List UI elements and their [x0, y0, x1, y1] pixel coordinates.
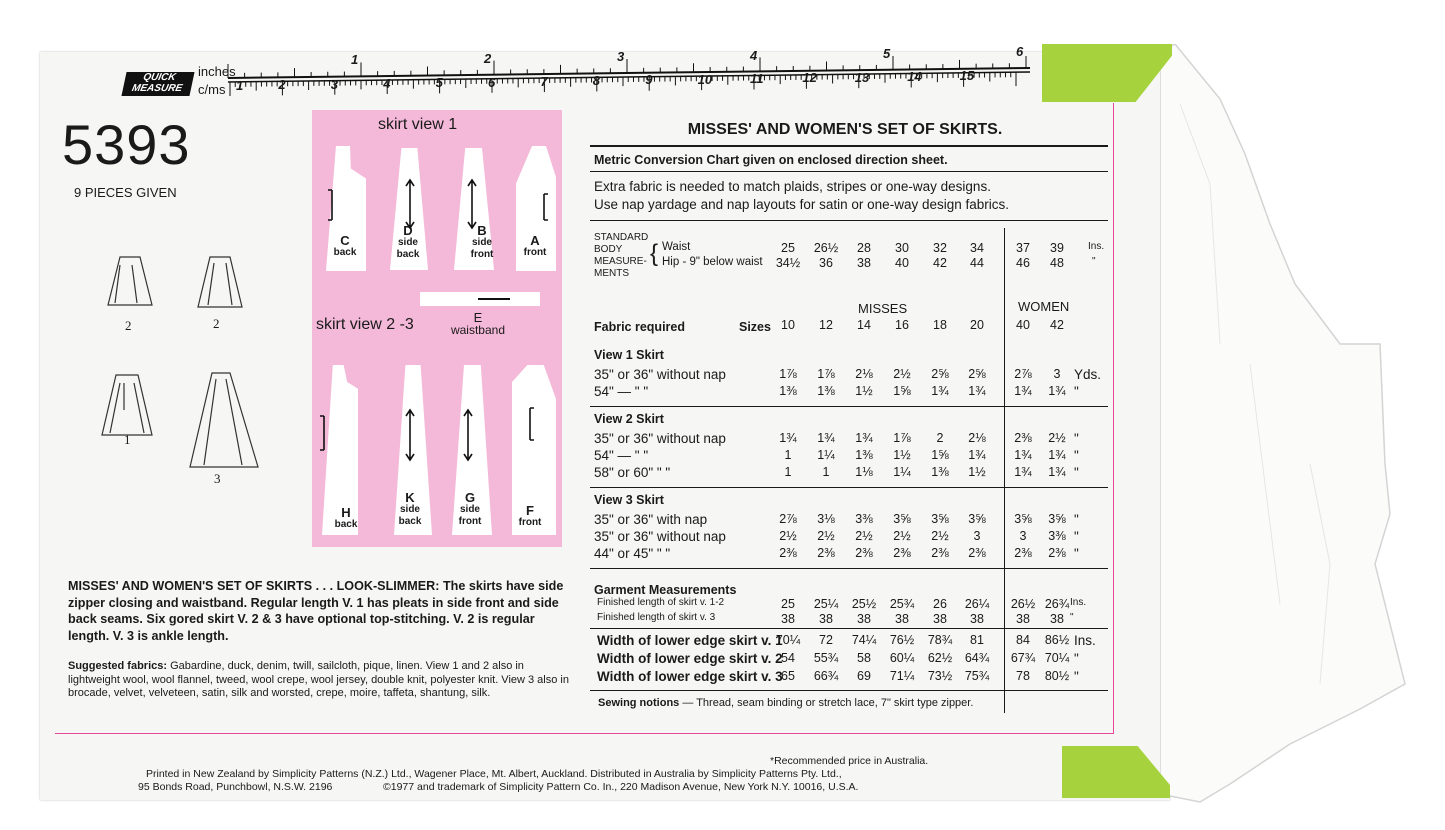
unit: ": [1074, 448, 1079, 463]
unit: ": [1074, 651, 1079, 666]
finished-length-value: 38: [895, 612, 909, 626]
width-value: 86½: [1044, 633, 1070, 647]
unit: Ins.: [1070, 597, 1087, 608]
brace: {: [650, 240, 659, 267]
ruler-cm-number: 6: [488, 74, 496, 90]
address-note: 95 Bonds Road, Punchbowl, N.S.W. 2196: [138, 781, 333, 793]
fabric-value: 2⅜: [855, 546, 873, 560]
waist-value: 25: [781, 241, 795, 255]
ruler-cm-number: 11: [750, 71, 764, 86]
view-title: View 3 Skirt: [594, 493, 664, 507]
divider: [590, 220, 1108, 221]
divider: [590, 690, 1108, 691]
finished-length-value: 26½: [1010, 597, 1036, 611]
view-sketches: [90, 245, 290, 475]
ruler-inch-number: 3: [617, 49, 625, 65]
skirt-description: MISSES' AND WOMEN'S SET OF SKIRTS . . . LOOK-SLIMMER: The skirts have side zipper closing and waistband. Regular length V. 1 has pleats in side front and side back seams. Six gored skirt V. 2 & 3 have optional top-stitching. V. 2 is regular length. V. 3 is ankle length.: [68, 579, 564, 643]
width-value: 54: [781, 651, 795, 665]
finished-length-label: Finished length of skirt v. 3: [597, 612, 716, 623]
width-value: 70¼: [1044, 651, 1070, 665]
printer-note: Printed in New Zealand by Simplicity Patterns (N.Z.) Ltd., Wagener Place, Mt. Albert, Auckland. Distributed in Australia by Simplicity Patterns Pty. Ltd.,: [146, 768, 842, 780]
fabric-value: 1¾: [1014, 384, 1032, 398]
fabric-value: 1¾: [855, 431, 873, 445]
fabric-value: 1⅜: [817, 384, 835, 398]
fabric-value: 1⅞: [817, 367, 835, 381]
fabric-value: 1½: [855, 384, 873, 398]
width-value: 84: [1016, 633, 1030, 647]
view-number: 2: [213, 316, 220, 331]
ruler-cm-number: 3: [330, 76, 339, 92]
fabric-value: 1¾: [1048, 465, 1066, 479]
fabric-value: 1¾: [931, 384, 949, 398]
fabric-value: 3: [973, 529, 981, 543]
fabric-value: 2⅜: [1014, 546, 1032, 560]
unit: ": [1074, 669, 1079, 684]
fabric-value: 2⅛: [968, 431, 986, 445]
fabric-value: 3⅛: [817, 512, 835, 526]
ruler-inch-number: 1: [351, 52, 359, 68]
suggested-fabrics: Suggested fabrics: Gabardine, duck, denim, twill, sailcloth, pique, linen. View 1 and 2 also in lightweight wool, wool flannel, tweed, wool crepe, wool jersey, double knit, polyester knit. View 3 also in brocade, velvet, velveteen, satin, silk and worsted, crepe, moire, taffeta, shantung, silk.: [68, 660, 569, 699]
hip-value: 46: [1016, 256, 1030, 270]
ruler-cm-number: 8: [592, 73, 601, 89]
finished-length-value: 25¼: [813, 597, 839, 611]
fabric-row-label: 54" — " ": [594, 448, 649, 463]
fabric-value: 2⅞: [1014, 367, 1032, 381]
fabric-row-label: 54" — " ": [594, 384, 649, 399]
quick-measure-ruler: [110, 44, 1040, 102]
width-value: 58: [857, 651, 871, 665]
ruler-cm-number: 10: [697, 71, 713, 87]
fabric-value: 2½: [1048, 431, 1066, 445]
sketch-view-2b: [198, 257, 242, 307]
divider: [590, 406, 1108, 407]
size-value: 20: [970, 318, 984, 332]
garment-measurements-title: Garment Measurements: [594, 583, 737, 597]
hip-value: 42: [933, 256, 947, 270]
view-number: 1: [124, 432, 131, 447]
size-value: 12: [819, 318, 833, 332]
fabric-required-label: Fabric required: [594, 320, 685, 334]
ruler-cm-number: 13: [854, 69, 870, 85]
hip-value: 38: [857, 256, 871, 270]
fabric-value: 2⅝: [968, 367, 986, 381]
fabric-row-label: 35" or 36" without nap: [594, 431, 726, 446]
fabric-value: 2⅜: [1048, 546, 1066, 560]
size-value: 42: [1050, 318, 1064, 332]
unit: Ins.: [1088, 241, 1105, 252]
waist-value: 32: [933, 241, 947, 255]
waist-value: 39: [1050, 241, 1064, 255]
ruler-cm-number: 2: [278, 77, 286, 93]
width-value: 67¾: [1010, 651, 1036, 665]
size-value: 14: [857, 318, 871, 332]
width-value: 64¾: [964, 651, 990, 665]
width-value: 66¾: [813, 669, 839, 683]
fabric-value: 1⅝: [931, 448, 949, 462]
fabric-value: 2½: [779, 529, 797, 543]
finished-length-value: 38: [970, 612, 984, 626]
unit: ": [1074, 512, 1079, 527]
view-title: View 1 Skirt: [594, 348, 664, 362]
fabric-value: 3⅝: [931, 512, 949, 526]
fabric-value: 2⅛: [855, 367, 873, 381]
piece-label: E waistband: [450, 310, 506, 337]
fabric-value: 2⅜: [931, 546, 949, 560]
waist-value: 26½: [813, 241, 839, 255]
unit: Yds.: [1074, 367, 1102, 382]
women-heading: WOMEN: [1018, 299, 1070, 314]
fabric-row-label: 35" or 36" without nap: [594, 529, 726, 544]
unit: ": [1070, 612, 1074, 623]
fabric-value: 1: [784, 448, 792, 462]
sewing-notions: Sewing notions — Thread, seam binding or stretch lace, 7" skirt type zipper.: [598, 697, 974, 709]
fabric-value: 1½: [893, 448, 911, 462]
waist-value: 37: [1016, 241, 1030, 255]
width-label: Width of lower edge skirt v. 3: [597, 669, 783, 684]
piece-label: F front: [518, 503, 542, 528]
fabric-value: 1¾: [1014, 465, 1032, 479]
copyright-note: ©1977 and trademark of Simplicity Pattern Co. In., 220 Madison Avenue, New York N.Y. 10016, U.S.A.: [383, 781, 859, 793]
ruler-inch-number: 5: [883, 46, 891, 61]
finished-length-label: Finished length of skirt v. 1-2: [597, 597, 725, 608]
size-value: 18: [933, 318, 947, 332]
view-number: 3: [214, 471, 221, 486]
unit: ": [1074, 529, 1079, 544]
fabric-value: 3⅜: [1048, 529, 1066, 543]
sketch-view-1: [102, 375, 152, 435]
piece-label: H back: [334, 505, 358, 530]
ruler-inch-number: 4: [750, 47, 758, 63]
finished-length-value: 26¾: [1044, 597, 1070, 611]
unit: ": [1092, 256, 1096, 267]
unit: Ins.: [1074, 633, 1096, 648]
fabric-value: 1½: [968, 465, 986, 479]
extra-fabric-note: Extra fabric is needed to match plaids, stripes or one-way designs.: [594, 179, 991, 194]
fabric-value: 2⅜: [893, 546, 911, 560]
width-value: 80½: [1044, 669, 1070, 683]
fabric-value: 3⅜: [855, 512, 873, 526]
fabric-value: 1⅝: [893, 384, 911, 398]
unit: ": [1074, 431, 1079, 446]
finished-length-value: 25¾: [889, 597, 915, 611]
hip-value: 34½: [775, 256, 801, 270]
envelope-flap: [1160, 44, 1410, 804]
fabric-value: 1⅜: [855, 448, 873, 462]
view23-header: skirt view 2 -3: [316, 316, 414, 333]
finished-length-value: 26¼: [964, 597, 990, 611]
hip-value: 48: [1050, 256, 1064, 270]
fabric-value: 2⅜: [1014, 431, 1032, 445]
finished-length-value: 38: [819, 612, 833, 626]
size-value: 10: [781, 318, 795, 332]
fabric-value: 1¾: [1014, 448, 1032, 462]
ruler-inches-label: inches: [198, 64, 236, 79]
grainline-arrows: [312, 110, 562, 547]
sizes-label: Sizes: [739, 320, 771, 334]
ruler-cm-number: 1: [236, 78, 244, 93]
pieces-given: 9 PIECES GIVEN: [74, 185, 177, 200]
fabric-value: 2½: [855, 529, 873, 543]
fabric-value: 1¾: [1048, 384, 1066, 398]
waist-label: Waist: [662, 241, 691, 253]
width-value: 78¾: [927, 633, 953, 647]
width-value: 62½: [927, 651, 953, 665]
ruler-cm-number: 12: [802, 70, 817, 86]
divider: [590, 171, 1108, 172]
width-value: 75¾: [964, 669, 990, 683]
nap-note: Use nap yardage and nap layouts for satin or one-way design fabrics.: [594, 197, 1009, 212]
ruler-logo: QUICK MEASURE: [121, 72, 194, 96]
size-value: 16: [895, 318, 909, 332]
metric-note: Metric Conversion Chart given on enclosed direction sheet.: [594, 153, 948, 167]
sketch-view-3: [190, 373, 258, 467]
ruler-cm-number: 5: [435, 75, 443, 91]
pattern-pieces-diagram: [312, 110, 562, 547]
ruler-inch-number: 2: [484, 50, 492, 66]
hip-value: 40: [895, 256, 909, 270]
piece-label: A front: [523, 233, 547, 258]
size-value: 40: [1016, 318, 1030, 332]
fabric-value: 2½: [931, 529, 949, 543]
fabric-value: 1⅛: [855, 465, 873, 479]
piece-label: D side back: [396, 223, 420, 260]
fabric-row-label: 44" or 45" " ": [594, 546, 671, 561]
sketch-view-2a: [108, 257, 152, 305]
hip-label: Hip - 9" below waist: [662, 256, 763, 268]
ruler-cm-label: c/ms: [198, 82, 226, 97]
width-label: Width of lower edge skirt v. 1: [597, 633, 783, 648]
pattern-number: 5393: [62, 113, 191, 176]
divider: [590, 487, 1108, 488]
chart-title: MISSES' AND WOMEN'S SET OF SKIRTS.: [687, 121, 1003, 138]
width-value: 60¼: [889, 651, 915, 665]
piece-label: B side front: [470, 223, 494, 260]
fabric-row-label: 35" or 36" without nap: [594, 367, 726, 382]
fabric-value: 3⅝: [893, 512, 911, 526]
finished-length-value: 25½: [851, 597, 877, 611]
width-value: 78: [1016, 669, 1030, 683]
ruler-cm-number: 9: [645, 72, 653, 88]
fabric-value: 1⅜: [779, 384, 797, 398]
divider: [590, 145, 1108, 147]
waist-value: 30: [895, 241, 909, 255]
width-value: 81: [970, 633, 984, 647]
view-number: 2: [125, 318, 132, 333]
piece-label: G side front: [458, 490, 482, 527]
waistband-grainline: [478, 298, 510, 300]
fabric-value: 2⅜: [817, 546, 835, 560]
finished-length-value: 38: [1016, 612, 1030, 626]
fabric-value: 1¾: [779, 431, 797, 445]
width-value: 74¼: [851, 633, 877, 647]
divider: [590, 568, 1108, 569]
fabric-value: 1¼: [817, 448, 835, 462]
fabric-value: 2⅝: [931, 367, 949, 381]
fabric-value: 1: [822, 465, 830, 479]
fabric-value: 1¼: [893, 465, 911, 479]
fabric-value: 3⅝: [968, 512, 986, 526]
unit: ": [1074, 384, 1079, 399]
women-divider: [1004, 228, 1005, 713]
width-value: 72: [819, 633, 833, 647]
unit: ": [1074, 465, 1079, 480]
fabric-row-label: 58" or 60" " ": [594, 465, 671, 480]
waist-value: 34: [970, 241, 984, 255]
ruler-ticks: [110, 56, 1040, 102]
finished-length-value: 25: [781, 597, 795, 611]
fabric-value: 2: [936, 431, 944, 445]
fabric-value: 2½: [893, 367, 911, 381]
fabric-value: 1⅞: [893, 431, 911, 445]
price-note: *Recommended price in Australia.: [770, 755, 929, 767]
finished-length-value: 38: [1050, 612, 1064, 626]
fabric-row-label: 35" or 36" with nap: [594, 512, 708, 527]
fabric-value: 2⅜: [779, 546, 797, 560]
fabric-value: 1¾: [1048, 448, 1066, 462]
piece-label: K side back: [398, 490, 422, 527]
width-value: 69: [857, 669, 871, 683]
ruler-inch-number: 6: [1016, 44, 1024, 60]
piece-label: C back: [333, 233, 357, 258]
hip-value: 36: [819, 256, 833, 270]
width-value: 65: [781, 669, 795, 683]
width-value: 70¼: [775, 633, 801, 647]
fabric-value: 2½: [893, 529, 911, 543]
width-value: 76½: [889, 633, 915, 647]
finished-length-value: 38: [781, 612, 795, 626]
fabric-value: 1⅜: [931, 465, 949, 479]
fabric-value: 1¾: [817, 431, 835, 445]
finished-length-value: 38: [857, 612, 871, 626]
view1-header: skirt view 1: [378, 116, 458, 133]
ruler-cm-number: 4: [383, 75, 391, 91]
fabric-value: 1⅞: [779, 367, 797, 381]
finished-length-value: 26: [933, 597, 947, 611]
hip-value: 44: [970, 256, 984, 270]
fabric-value: 3: [1053, 367, 1061, 381]
fabric-value: 2⅜: [968, 546, 986, 560]
ruler-cm-number: 14: [907, 68, 922, 84]
fabric-value: 3: [1019, 529, 1027, 543]
unit: ": [1074, 546, 1079, 561]
fabric-value: 3⅝: [1048, 512, 1066, 526]
ruler-cm-number: 7: [540, 73, 548, 89]
divider: [590, 628, 1108, 629]
ruler-cm-number: 15: [959, 68, 975, 84]
fabric-value: 3⅝: [1014, 512, 1032, 526]
width-value: 71¼: [889, 669, 915, 683]
misses-heading: MISSES: [858, 301, 908, 316]
width-label: Width of lower edge skirt v. 2: [597, 651, 783, 666]
fabric-value: 1¾: [968, 448, 986, 462]
fabric-value: 1¾: [968, 384, 986, 398]
finished-length-value: 38: [933, 612, 947, 626]
width-value: 55¾: [813, 651, 839, 665]
view-title: View 2 Skirt: [594, 412, 664, 426]
fabric-value: 1: [784, 465, 792, 479]
width-value: 73½: [927, 669, 953, 683]
fabric-value: 2½: [817, 529, 835, 543]
waist-value: 28: [857, 241, 871, 255]
fabric-value: 2⅞: [779, 512, 797, 526]
standard-body-label: STANDARD BODY MEASURE- MENTS: [594, 232, 649, 279]
